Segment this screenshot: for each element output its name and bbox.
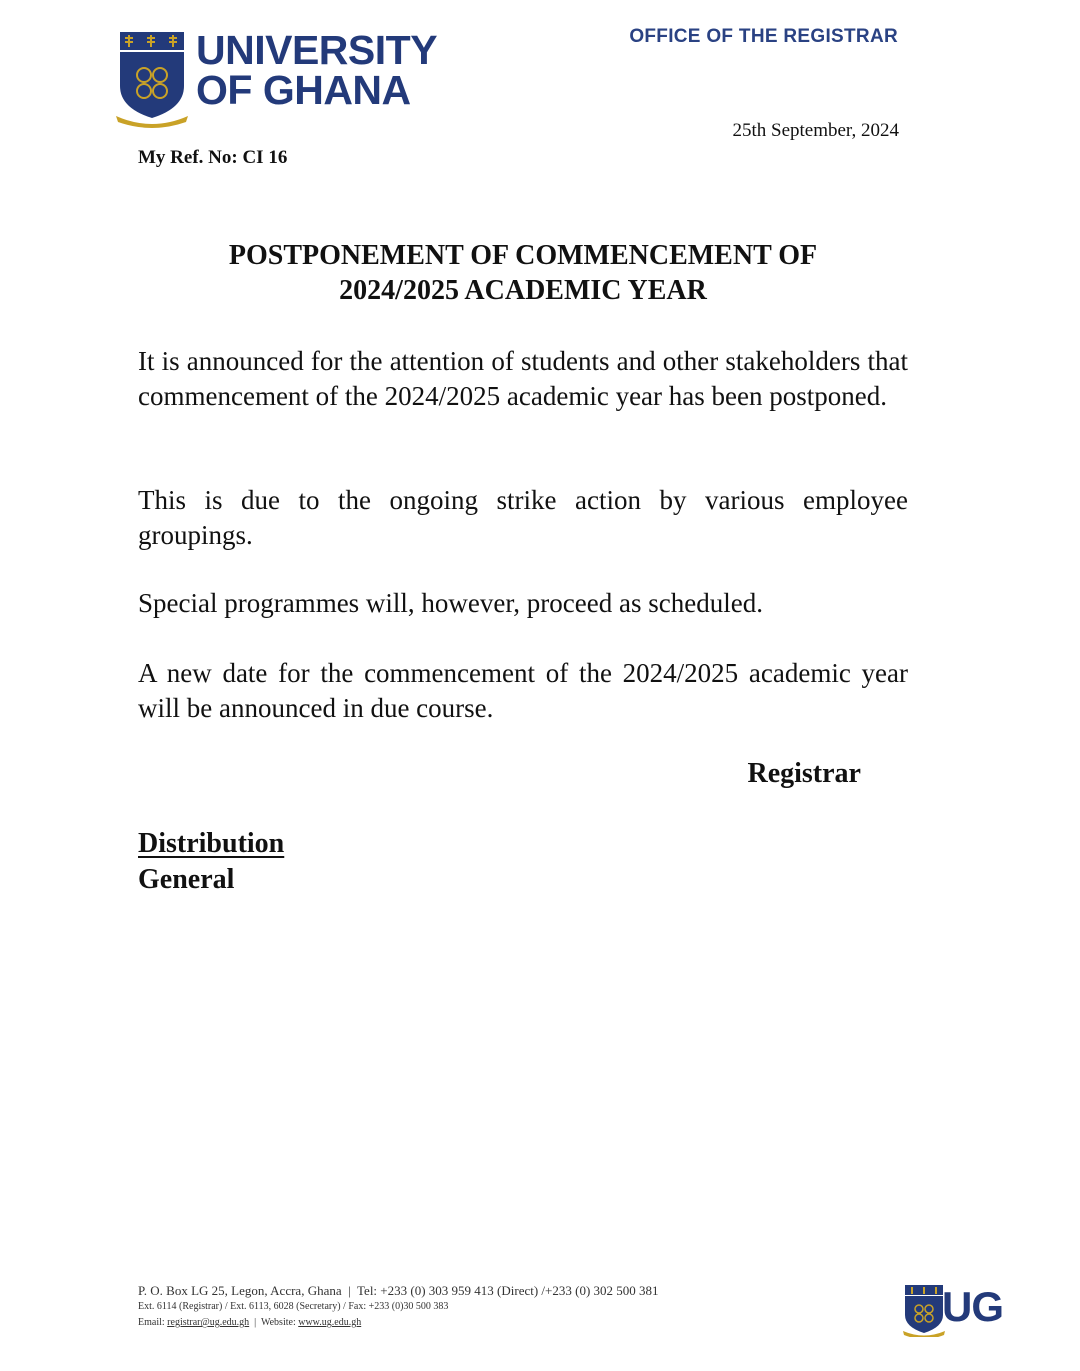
university-crest-icon [114,28,190,128]
footer-website-link[interactable]: www.ug.edu.gh [298,1317,362,1328]
institution-name [196,27,438,113]
signatory: Registrar [747,758,861,789]
body-paragraph: A new date for the commencement of the 2024/2025 academic year will be announced in due course. [138,658,908,723]
footer-email-label: Email: [138,1317,165,1328]
body-paragraph: This is due to the ongoing strike action by various employee groupings. [138,485,908,550]
distribution-value: General [138,864,235,895]
letter-title-line1: POSTPONEMENT OF COMMENCEMENT OF [228,240,818,271]
reference-number: My Ref. No: CI 16 [138,147,288,168]
footer-website-label: Website: [260,1317,296,1328]
distribution-heading: Distribution [138,828,285,859]
ug-mark [902,1283,1012,1339]
footer-contact [138,1283,838,1331]
letter-title-line2: 2024/2025 ACADEMIC YEAR [339,275,707,306]
footer-email-link[interactable]: registrar@ug.edu.gh [167,1317,250,1328]
letter-title [138,238,908,308]
ug-text: UG [942,1283,1003,1330]
footer-address: P. O. Box LG 25, Legon, Accra, Ghana [138,1283,342,1298]
body-paragraph: It is announced for the attention of students and other stakeholders that commencement of the 2024/2025 academic year has been postponed. [138,346,908,411]
institution-name-line2: OF GHANA [196,67,411,113]
university-crest-icon [902,1283,946,1337]
footer-telephone: Tel: +233 (0) 303 959 413 (Direct) /+233 (0) 302 500 381 [357,1283,659,1298]
institution-name-line1: UNIVERSITY [196,27,438,73]
footer-separator: | [251,1317,259,1328]
office-title: OFFICE OF THE REGISTRAR [629,26,898,47]
body-paragraph: Special programmes will, however, proceed as scheduled. [138,588,763,618]
footer-separator: | [344,1283,354,1298]
footer-extensions: Ext. 6114 (Registrar) / Ext. 6113, 6028 (Secretary) / Fax: +233 (0)30 500 383 [138,1301,449,1312]
letter-date: 25th September, 2024 [732,120,899,141]
